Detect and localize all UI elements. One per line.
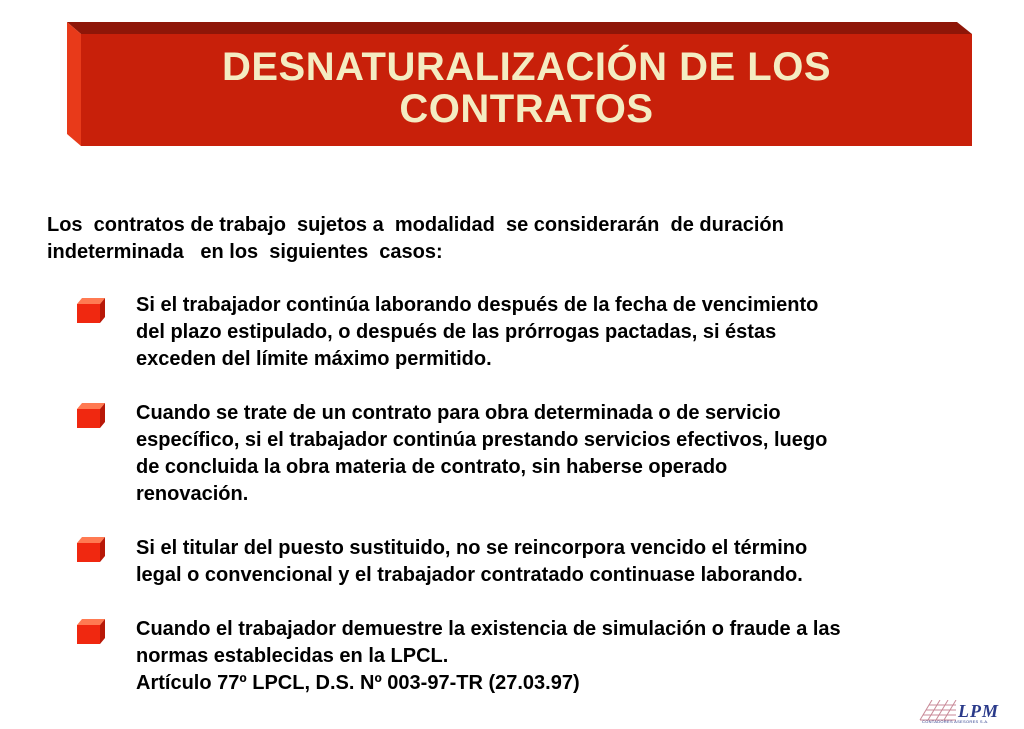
item-line: renovación. [136,483,249,505]
red-cube-icon [73,537,107,563]
item-line: normas establecidas en la LPCL. [136,645,449,667]
list-item [136,616,1006,697]
item-line: del plazo estipulado, o después de las prórrogas pactadas, si éstas [136,321,777,343]
item-line: de concluida la obra materia de contrato, sin haberse operado [136,456,728,478]
item-line: legal o convencional y el trabajador contratado continuase laborando. [136,564,803,586]
red-cube-icon [73,298,107,324]
item-line: Artículo 77º LPCL, D.S. Nº 003-97-TR (27.03.97) [136,672,580,694]
red-cube-icon [73,619,107,645]
item-line: Cuando se trate de un contrato para obra determinada o de servicio [136,402,781,424]
list-item [136,400,1006,508]
item-line: específico, si el trabajador continúa prestando servicios efectivos, luego [136,429,828,451]
item-line: Cuando el trabajador demuestre la existencia de simulación o fraude a las [136,618,841,640]
company-logo [918,700,1018,726]
red-cube-icon [73,403,107,429]
list-item [136,292,1006,373]
page-title-line-1: DESNATURALIZACIÓN DE LOS [221,45,832,89]
item-line: Si el trabajador continúa laborando después de la fecha de vencimiento [136,294,819,316]
item-line: exceden del límite máximo permitido. [136,348,492,370]
list-item [136,535,1006,589]
page-title-line-2: CONTRATOS [399,87,654,131]
intro-paragraph: Los contratos de trabajo sujetos a modalidad se considerarán de duración indeterminada en los siguientes casos: [47,214,784,263]
logo-text: LPM [958,701,999,721]
item-line: Si el titular del puesto sustituido, no se reincorpora vencido el término [136,537,808,559]
title-banner [67,22,972,146]
page-title [81,46,972,130]
logo-subtext: CONTADORES ASESORES S.A. [922,719,989,724]
